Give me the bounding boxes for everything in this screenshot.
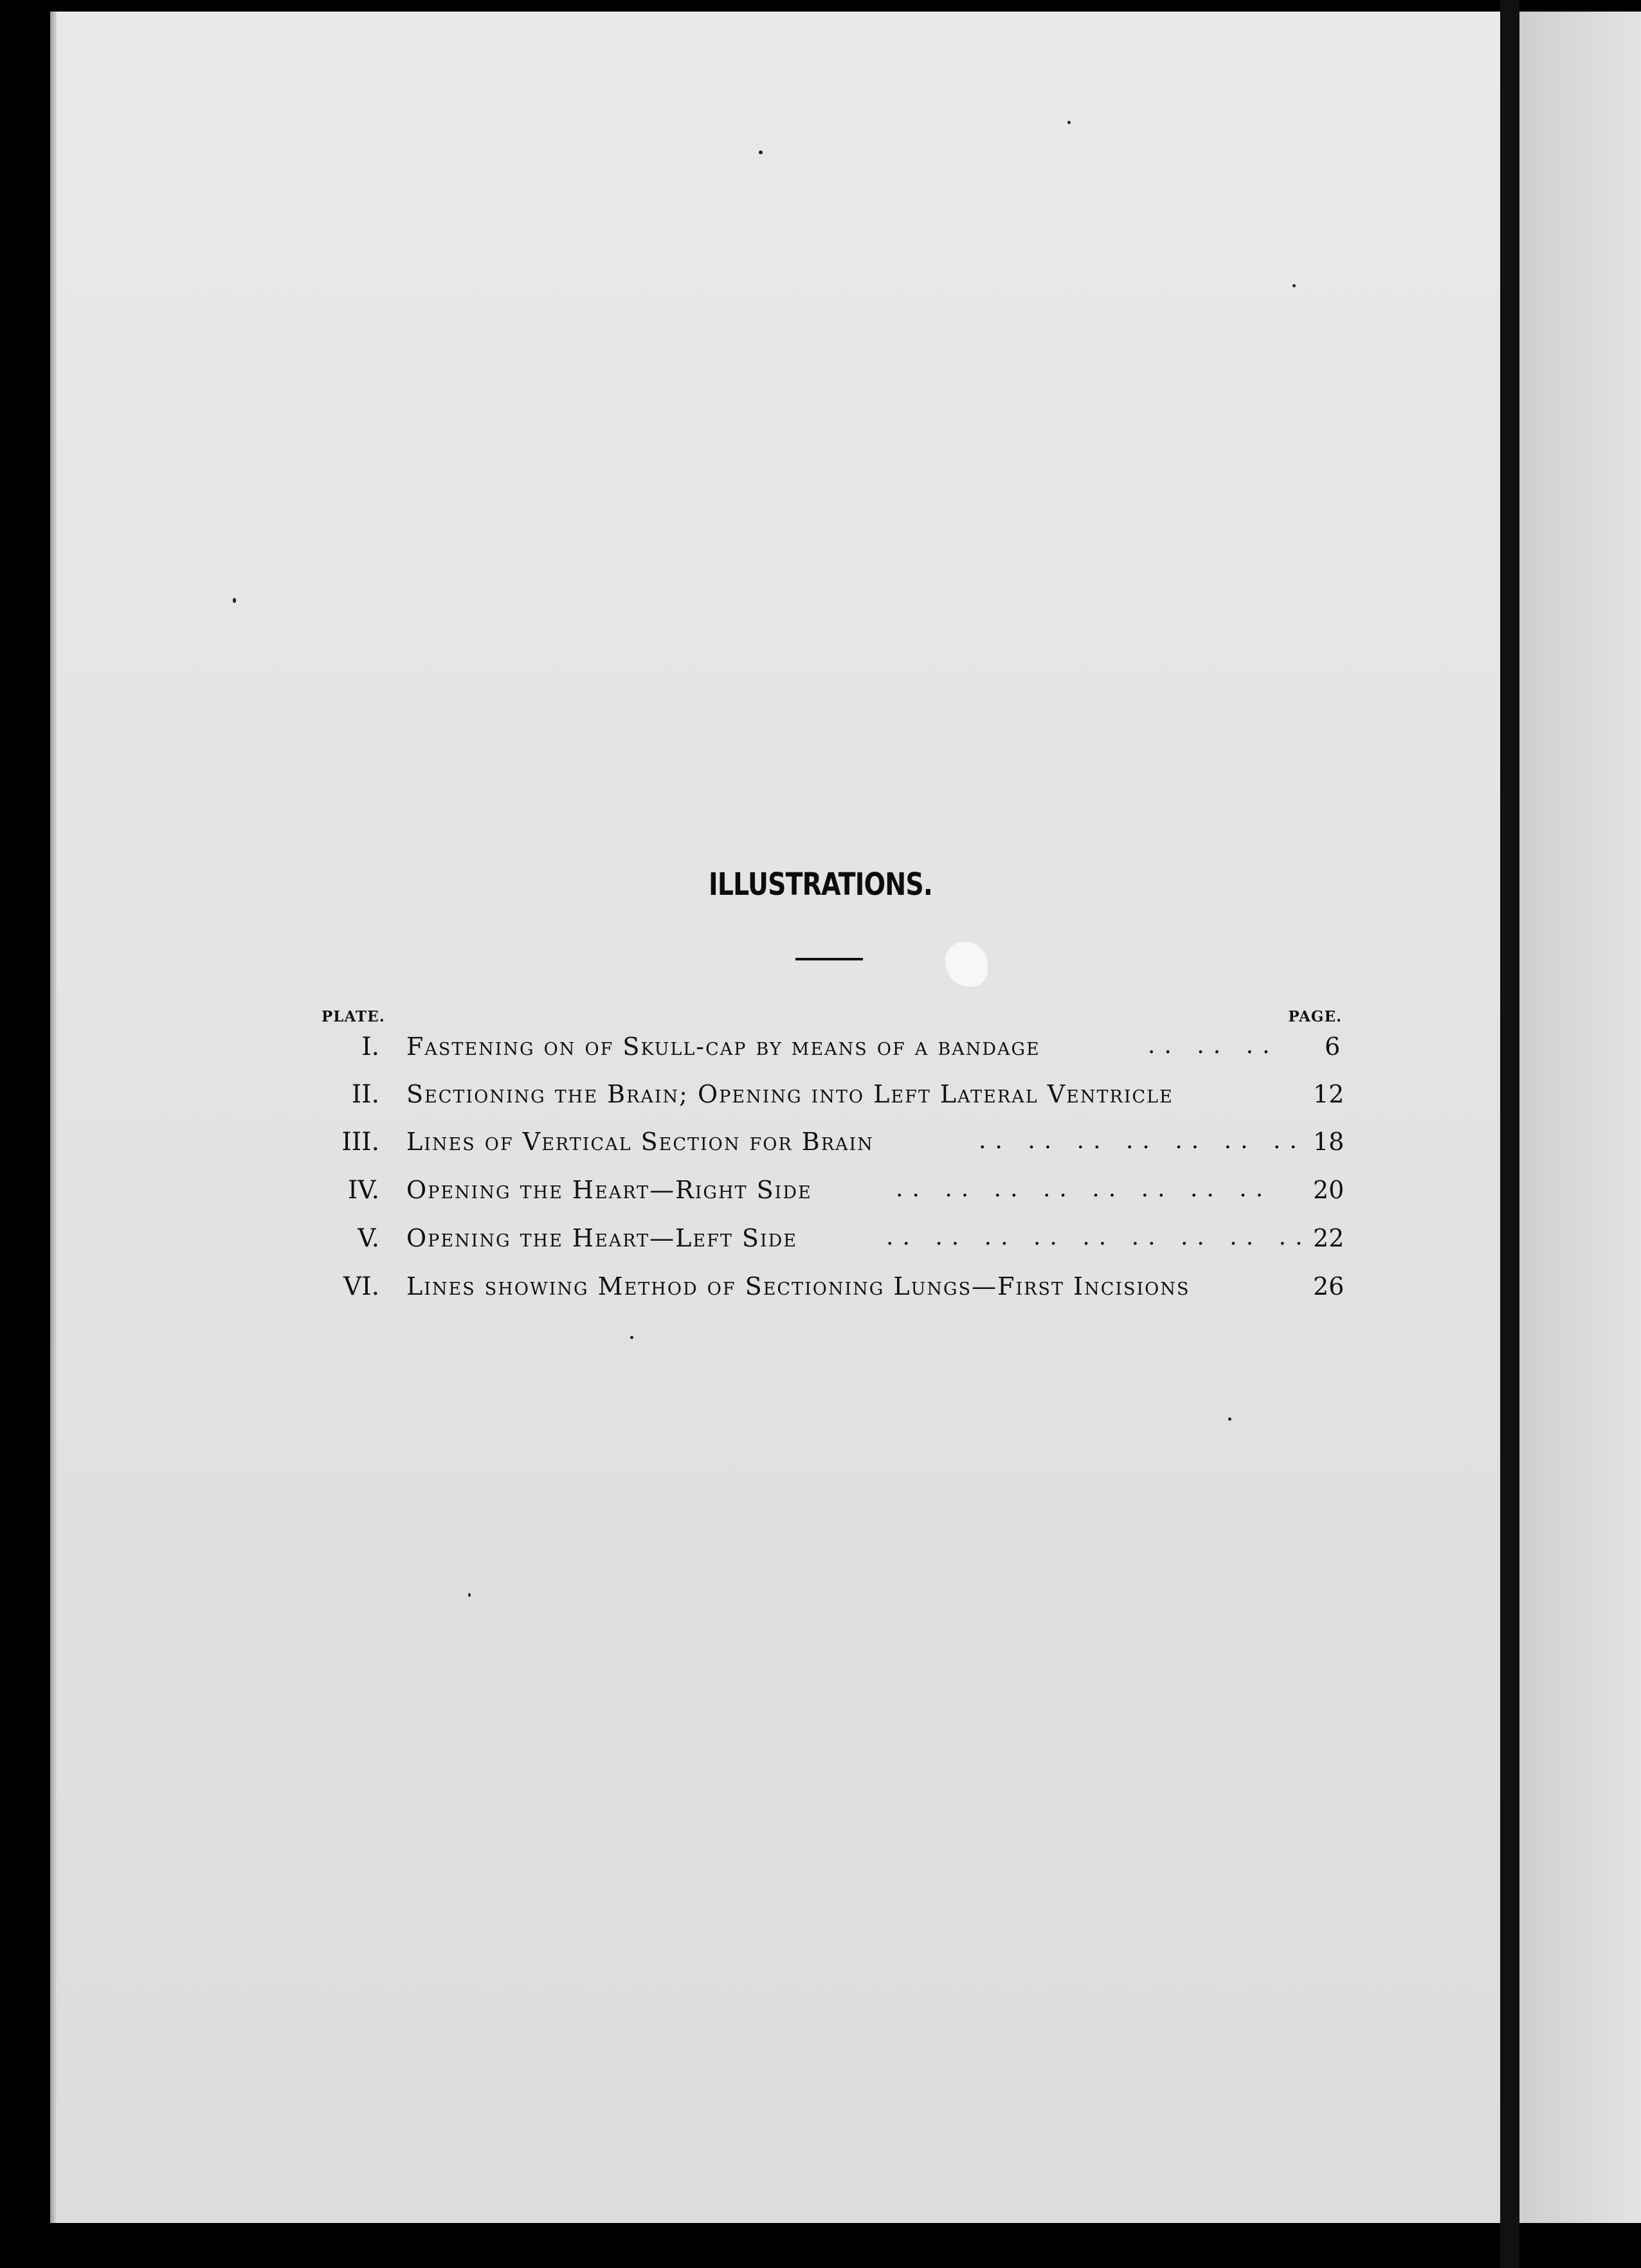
paper-speck xyxy=(759,150,763,154)
list-item xyxy=(0,1272,1641,1311)
plate-column-header: PLATE. xyxy=(322,1008,385,1025)
list-item xyxy=(0,1224,1641,1263)
page-title: ILLUSTRATIONS. xyxy=(709,867,932,903)
page-number: 20 xyxy=(1313,1176,1345,1204)
title-rule xyxy=(795,958,863,960)
plate-number: III. xyxy=(341,1128,379,1156)
plate-title: Opening the Heart—Right Side xyxy=(406,1176,812,1204)
plate-number: II. xyxy=(351,1080,379,1109)
page-number: 26 xyxy=(1313,1272,1345,1300)
page-number: 12 xyxy=(1313,1080,1345,1108)
paper-speck xyxy=(1228,1418,1231,1421)
plate-number: VI. xyxy=(343,1272,379,1301)
page-number: 18 xyxy=(1313,1128,1345,1156)
list-item xyxy=(0,1176,1641,1214)
plate-title: Lines of Vertical Section for Brain xyxy=(406,1128,874,1156)
dot-leader: .. .. .. .. .. .. .. .. xyxy=(896,1176,1273,1202)
plate-number: V. xyxy=(358,1224,379,1253)
plate-title: Opening the Heart—Left Side xyxy=(406,1224,797,1252)
dot-leader: .. .. .. xyxy=(1148,1032,1279,1059)
paper-speck xyxy=(233,598,236,603)
list-item xyxy=(0,1128,1641,1166)
list-item xyxy=(0,1080,1641,1119)
plate-number: I. xyxy=(361,1032,379,1061)
paper-speck xyxy=(1292,284,1296,287)
paper-speck xyxy=(1067,121,1071,124)
plate-number: IV. xyxy=(347,1176,379,1205)
page-number: 6 xyxy=(1325,1032,1341,1061)
page-number: 22 xyxy=(1313,1224,1345,1252)
plate-title: Fastening on of Skull-cap by means of a bandage xyxy=(406,1032,1040,1061)
dot-leader: .. .. .. .. .. .. .. xyxy=(979,1128,1306,1154)
dot-leader: .. .. .. .. .. .. .. .. .. xyxy=(886,1224,1312,1250)
paper-speck xyxy=(630,1336,633,1339)
plate-title: Lines showing Method of Sectioning Lungs—First Incisions xyxy=(406,1272,1190,1300)
paper-speck xyxy=(468,1593,471,1597)
page-column-header: PAGE. xyxy=(1288,1008,1342,1025)
plate-title: Sectioning the Brain; Opening into Left Lateral Ventricle xyxy=(406,1080,1174,1108)
list-item xyxy=(0,1032,1641,1071)
